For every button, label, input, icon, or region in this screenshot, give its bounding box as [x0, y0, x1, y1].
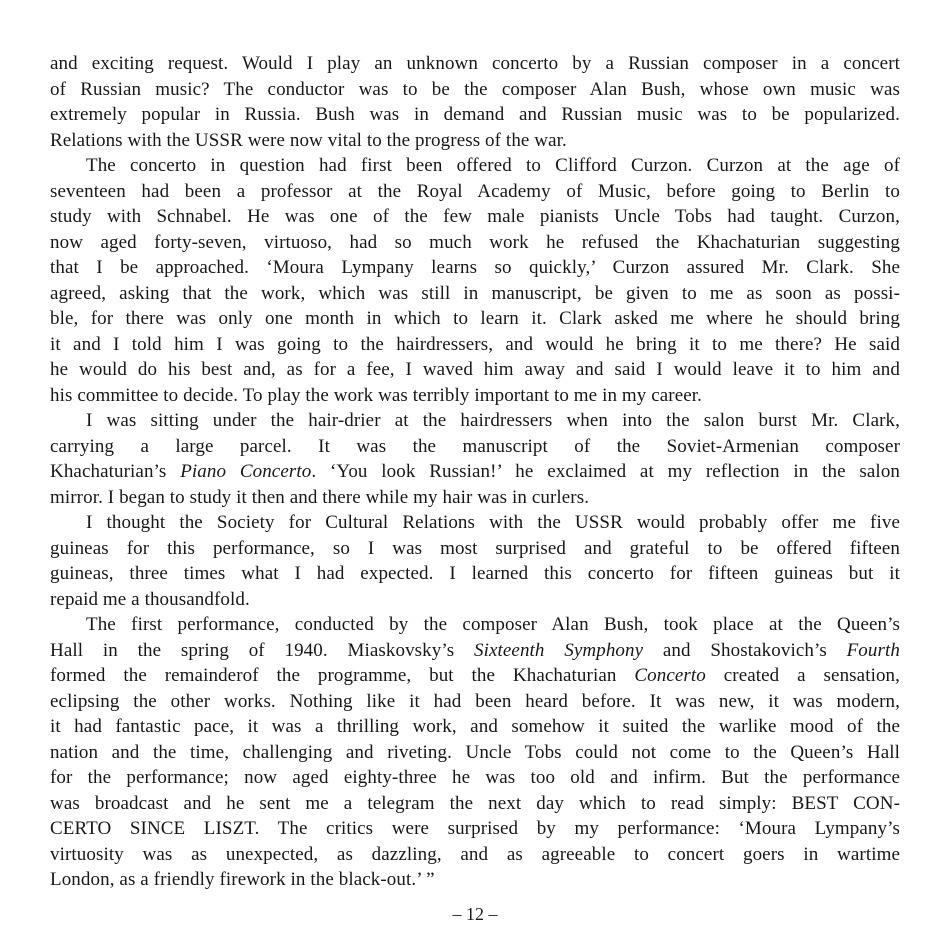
paragraph: [50, 51, 900, 153]
text-line: [50, 255, 900, 281]
text-line: [50, 408, 900, 434]
text-segment: his committee to decide. To play the work was terribly important to me in my career.: [50, 384, 703, 406]
text-segment: seventeen had been a professor at the Royal Academy of Music, before going to Berlin to: [50, 180, 900, 202]
text-segment: I was sitting under the hair-drier at the hairdressers when into the salon burst Mr. Clark,: [86, 410, 900, 431]
text-segment: Hall in the spring of 1940. Miaskovsky’s: [50, 639, 474, 661]
italic-text-segment: Sixteenth Symphony: [473, 639, 644, 661]
text-segment: created a sensation,: [705, 665, 900, 686]
text-segment: I thought the Society for Cultural Relations with the USSR would probably offer me five: [86, 512, 900, 533]
text-line: [50, 459, 900, 485]
text-segment: . ‘You look Russian!’ he exclaimed at my reflection in the salon: [311, 461, 901, 482]
text-line: [50, 204, 900, 230]
text-line: [50, 230, 900, 256]
text-line: [50, 281, 900, 307]
text-segment: carrying a large parcel. It was the manuscript of the Soviet-Armenian composer: [50, 435, 900, 457]
text-segment: The first performance, conducted by the composer Alan Bush, took place at the Queen’s: [86, 614, 900, 635]
text-segment: eclipsing the other works. Nothing like it had been heard before. It was new, it was modern,: [50, 690, 900, 712]
text-line: [50, 612, 900, 638]
italic-text-segment: Piano Concerto: [180, 461, 312, 482]
text-line: [50, 510, 900, 536]
text-segment: Khachaturian’s: [50, 461, 181, 482]
text-segment: that I be approached. ‘Moura Lympany learns so quickly,’ Curzon assured Mr. Clark. She: [50, 257, 900, 278]
text-line: [50, 765, 900, 791]
text-line: [50, 714, 900, 740]
text-line: [50, 791, 900, 817]
paragraph: [50, 408, 900, 510]
text-line: [50, 179, 900, 205]
text-segment: mirror. I began to study it then and there while my hair was in curlers.: [50, 486, 590, 508]
text-segment: agreed, asking that the work, which was still in manuscript, be given to me as soon as possi-: [50, 282, 900, 304]
text-line: [50, 867, 900, 893]
text-line: [50, 561, 900, 587]
text-segment: extremely popular in Russia. Bush was in demand and Russian music was to be popularized.: [50, 104, 900, 125]
text-line: [50, 740, 900, 766]
text-line: [50, 689, 900, 715]
text-line: [50, 536, 900, 562]
text-line: [50, 357, 900, 383]
text-line: [50, 842, 900, 868]
text-line: [50, 383, 900, 409]
text-line: [50, 306, 900, 332]
page-text: [50, 51, 900, 893]
text-segment: CERTO SINCE LISZT. The critics were surprised by my performance: ‘Moura Lympany’s: [50, 818, 900, 839]
text-line: [50, 816, 900, 842]
text-segment: guineas for this performance, so I was most surprised and grateful to be offered fifteen: [50, 537, 900, 559]
text-line: [50, 332, 900, 358]
text-segment: he would do his best and, as for a fee, I waved him away and said I would leave it to him and: [50, 359, 900, 380]
page-number: – 12 –: [452, 903, 498, 924]
text-segment: virtuosity was as unexpected, as dazzling, and as agreeable to concert goers in wartime: [50, 843, 900, 865]
text-line: [50, 153, 900, 179]
text-segment: nation and the time, challenging and riveting. Uncle Tobs could not come to the Queen’s Hall: [50, 741, 900, 763]
italic-text-segment: Fourth: [846, 639, 900, 661]
text-line: [50, 587, 900, 613]
paragraph: [50, 612, 900, 893]
paragraph: [50, 510, 900, 612]
text-segment: Relations with the USSR were now vital to the progress of the war.: [50, 129, 567, 151]
text-segment: was broadcast and he sent me a telegram the next day which to read simply: BEST CON-: [50, 792, 900, 814]
text-line: [50, 102, 900, 128]
paragraph: [50, 153, 900, 408]
text-line: [50, 128, 900, 154]
text-segment: repaid me a thousandfold.: [50, 588, 250, 610]
text-segment: formed the remainderof the programme, but the Khachaturian: [50, 665, 635, 686]
text-line: [50, 434, 900, 460]
italic-text-segment: Concerto: [634, 665, 706, 686]
text-segment: and exciting request. Would I play an unknown concerto by a Russian composer in a concert: [50, 53, 900, 74]
text-line: [50, 485, 900, 511]
text-segment: it had fantastic pace, it was a thrilling work, and somehow it suited the warlike mood of the: [50, 716, 900, 737]
text-segment: study with Schnabel. He was one of the few male pianists Uncle Tobs had taught. Curzon,: [50, 206, 900, 227]
text-segment: of Russian music? The conductor was to be the composer Alan Bush, whose own music was: [50, 78, 900, 100]
text-segment: for the performance; now aged eighty-three he was too old and infirm. But the performance: [50, 767, 900, 788]
text-line: [50, 77, 900, 103]
text-segment: and Shostakovich’s: [643, 639, 847, 661]
text-line: [50, 51, 900, 77]
text-segment: now aged forty-seven, virtuoso, had so much work he refused the Khachaturian suggesting: [50, 231, 900, 253]
text-segment: The concerto in question had first been offered to Clifford Curzon. Curzon at the age of: [86, 155, 900, 176]
text-segment: London, as a friendly firework in the black-out.’ ”: [50, 869, 435, 890]
text-line: [50, 663, 900, 689]
text-line: [50, 638, 900, 664]
text-segment: it and I told him I was going to the hairdressers, and would he bring it to me there? He said: [50, 333, 900, 355]
text-segment: guineas, three times what I had expected. I learned this concerto for fifteen guineas but it: [50, 563, 900, 584]
text-segment: ble, for there was only one month in which to learn it. Clark asked me where he should bring: [50, 308, 900, 329]
